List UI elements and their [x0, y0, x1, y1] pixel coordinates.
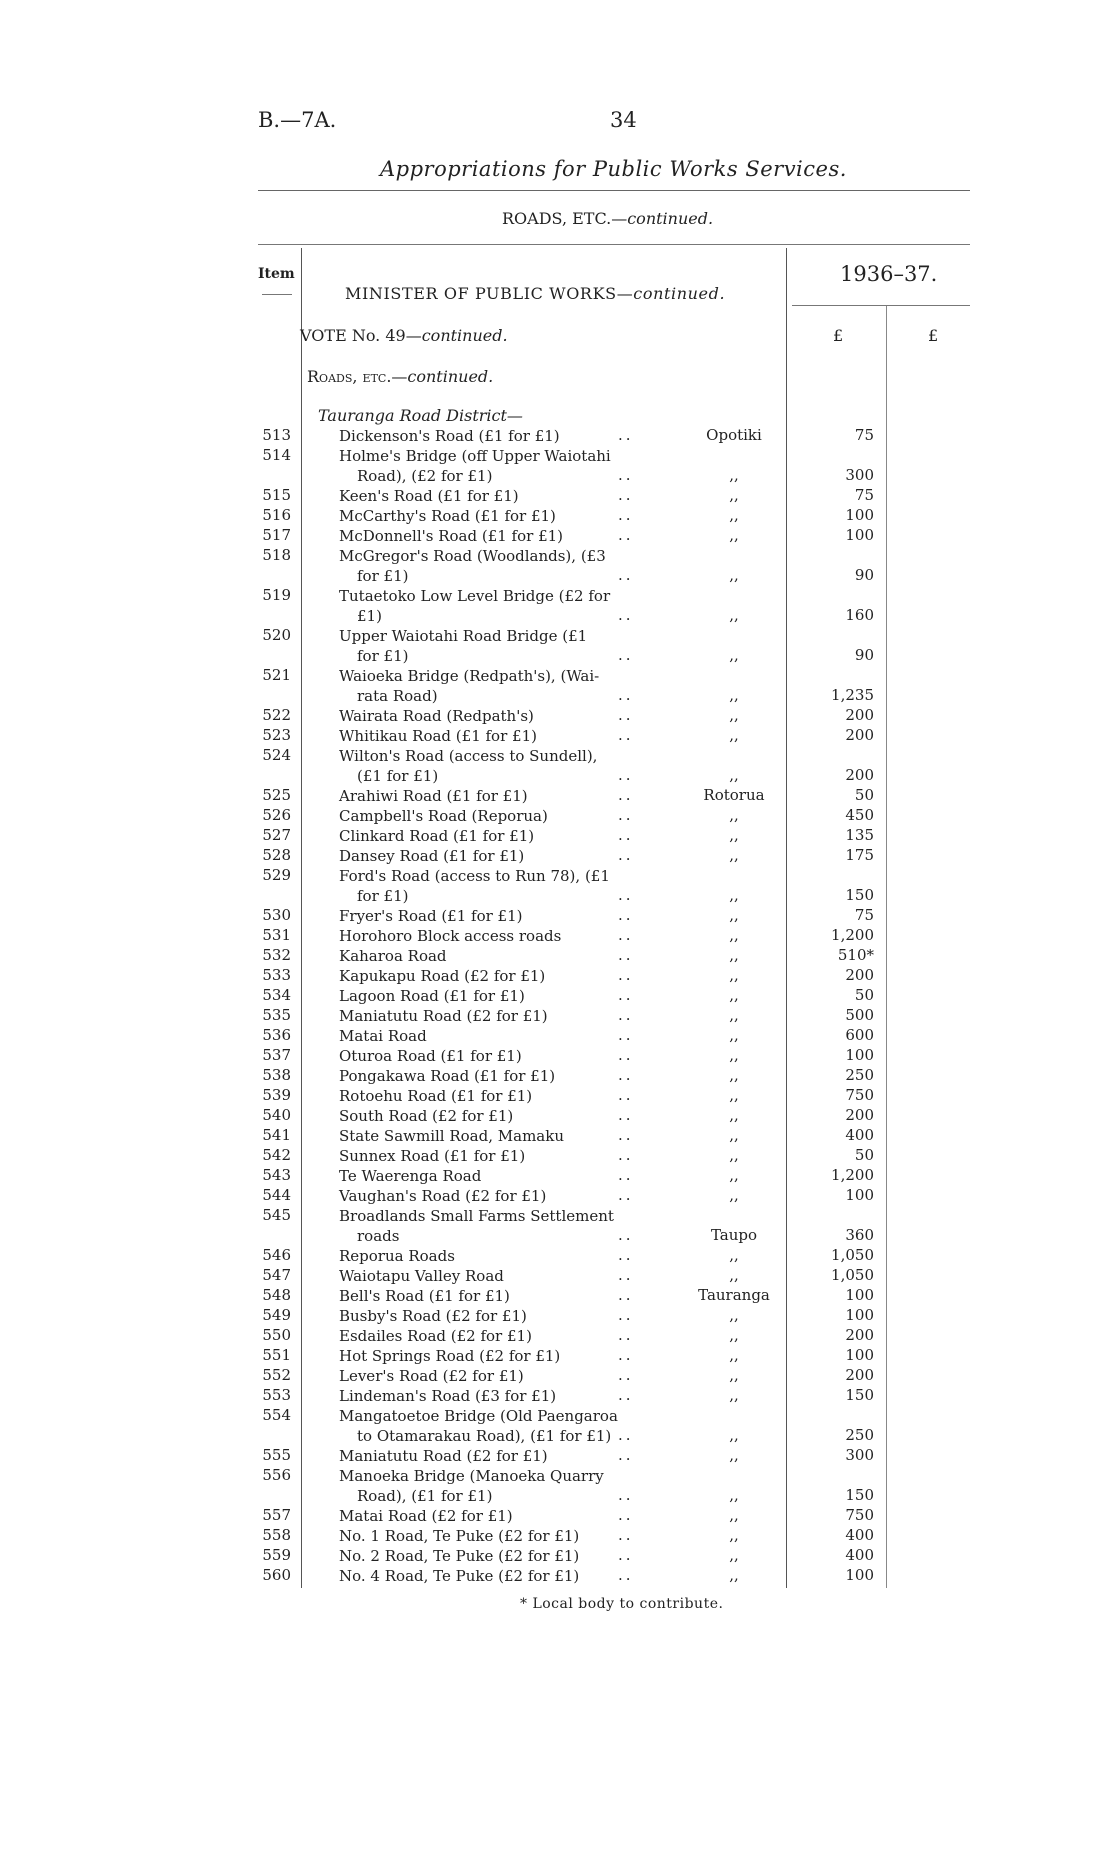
item-description: Arahiwi Road (£1 for £1) — [339, 787, 528, 805]
leader-dots: .. — [618, 1386, 634, 1404]
item-number: 519 — [262, 586, 291, 604]
table-top-rule — [258, 244, 970, 245]
vote-heading-cont: continued. — [421, 326, 508, 345]
item-amount: 400 — [845, 1126, 874, 1144]
item-description: Busby's Road (£2 for £1) — [339, 1307, 527, 1325]
item-number: 554 — [262, 1406, 291, 1424]
item-number: 536 — [262, 1026, 291, 1044]
leader-dots: .. — [618, 1166, 634, 1184]
item-description: Hot Springs Road (£2 for £1) — [339, 1347, 561, 1365]
item-amount: 50 — [854, 986, 874, 1004]
item-location: Tauranga — [698, 1286, 770, 1304]
item-description: Mangatoetoe Bridge (Old Paengaroa — [339, 1407, 618, 1425]
item-description: for £1) — [357, 887, 409, 905]
item-number: 559 — [262, 1546, 291, 1564]
item-location: ,, — [729, 986, 739, 1004]
item-location: ,, — [729, 1126, 739, 1144]
item-number: 525 — [262, 786, 291, 804]
item-amount: 450 — [845, 806, 874, 824]
leader-dots: .. — [618, 1486, 634, 1504]
item-location: ,, — [729, 1006, 739, 1024]
ministry-heading — [345, 284, 725, 303]
leader-dots: .. — [618, 1286, 634, 1304]
item-description: Reporua Roads — [339, 1247, 455, 1265]
item-description: Pongakawa Road (£1 for £1) — [339, 1067, 556, 1085]
item-location: ,, — [729, 566, 739, 584]
leader-dots: .. — [618, 1326, 634, 1344]
item-location: ,, — [729, 1026, 739, 1044]
item-description: Keen's Road (£1 for £1) — [339, 487, 519, 505]
item-number: 556 — [262, 1466, 291, 1484]
leader-dots: .. — [618, 706, 634, 724]
leader-dots: .. — [618, 846, 634, 864]
item-number: 534 — [262, 986, 291, 1004]
page-title: Appropriations for Public Works Services. — [380, 157, 847, 181]
footnote: * Local body to contribute. — [520, 1596, 724, 1612]
item-amount: 100 — [845, 526, 874, 544]
currency-symbol-amount: £ — [833, 326, 844, 345]
item-amount: 75 — [854, 906, 874, 924]
item-location: ,, — [729, 1246, 739, 1264]
item-location: ,, — [729, 466, 739, 484]
item-description: Matai Road (£2 for £1) — [339, 1507, 513, 1525]
item-location: ,, — [729, 1546, 739, 1564]
item-amount: 200 — [845, 766, 874, 784]
item-number: 523 — [262, 726, 291, 744]
leader-dots: .. — [618, 1126, 634, 1144]
item-location: Opotiki — [706, 426, 762, 444]
item-description: Road), (£2 for £1) — [357, 467, 493, 485]
item-number: 545 — [262, 1206, 291, 1224]
item-number: 529 — [262, 866, 291, 884]
leader-dots: .. — [618, 1146, 634, 1164]
item-location: ,, — [729, 1346, 739, 1364]
item-number: 540 — [262, 1106, 291, 1124]
leader-dots: .. — [618, 986, 634, 1004]
item-amount: 1,050 — [831, 1266, 874, 1284]
item-amount: 50 — [854, 786, 874, 804]
leader-dots: .. — [618, 506, 634, 524]
item-location: ,, — [729, 686, 739, 704]
leader-dots: .. — [618, 1346, 634, 1364]
column-divider-item — [301, 248, 302, 1588]
item-amount: 600 — [845, 1026, 874, 1044]
item-location: ,, — [729, 1306, 739, 1324]
item-number: 528 — [262, 846, 291, 864]
item-amount: 750 — [845, 1086, 874, 1104]
item-location: ,, — [729, 606, 739, 624]
item-number: 524 — [262, 746, 291, 764]
item-description: Wilton's Road (access to Sundell), — [339, 747, 598, 765]
section-heading-main: ROADS, ETC.— — [502, 209, 628, 228]
leader-dots: .. — [618, 1086, 634, 1104]
item-location: Taupo — [710, 1226, 758, 1244]
item-description: Holme's Bridge (off Upper Waiotahi — [339, 447, 611, 465]
item-location: ,, — [729, 1266, 739, 1284]
item-number: 553 — [262, 1386, 291, 1404]
item-number: 555 — [262, 1446, 291, 1464]
item-amount: 100 — [845, 1566, 874, 1584]
item-amount: 100 — [845, 1046, 874, 1064]
item-description: £1) — [357, 607, 382, 625]
leader-dots: .. — [618, 646, 634, 664]
leader-dots: .. — [618, 1186, 634, 1204]
item-amount: 150 — [845, 1486, 874, 1504]
leader-dots: .. — [618, 886, 634, 904]
leader-dots: .. — [618, 1066, 634, 1084]
item-number: 532 — [262, 946, 291, 964]
item-number: 547 — [262, 1266, 291, 1284]
item-location: ,, — [729, 1326, 739, 1344]
item-amount: 75 — [854, 486, 874, 504]
leader-dots: .. — [618, 766, 634, 784]
item-description: Upper Waiotahi Road Bridge (£1 — [339, 627, 588, 645]
leader-dots: .. — [618, 1246, 634, 1264]
leader-dots: .. — [618, 526, 634, 544]
ministry-heading-cont: continued. — [633, 284, 726, 303]
item-description: to Otamarakau Road), (£1 for £1) — [357, 1427, 612, 1445]
item-number: 550 — [262, 1326, 291, 1344]
item-amount: 1,235 — [831, 686, 874, 704]
item-description: for £1) — [357, 647, 409, 665]
item-number: 542 — [262, 1146, 291, 1164]
item-location: ,, — [729, 1566, 739, 1584]
leader-dots: .. — [618, 826, 634, 844]
item-number: 518 — [262, 546, 291, 564]
item-number: 537 — [262, 1046, 291, 1064]
item-location: ,, — [729, 486, 739, 504]
item-number: 521 — [262, 666, 291, 684]
item-header-rule — [262, 294, 292, 295]
item-amount: 200 — [845, 1106, 874, 1124]
item-description: No. 4 Road, Te Puke (£2 for £1) — [339, 1567, 580, 1585]
item-location: ,, — [729, 946, 739, 964]
item-location: ,, — [729, 966, 739, 984]
item-amount: 750 — [845, 1506, 874, 1524]
leader-dots: .. — [618, 1226, 634, 1244]
year-header-rule — [792, 305, 970, 306]
item-amount: 200 — [845, 1366, 874, 1384]
leader-dots: .. — [618, 1046, 634, 1064]
item-description: Lever's Road (£2 for £1) — [339, 1367, 524, 1385]
item-amount: 360 — [845, 1226, 874, 1244]
item-description: South Road (£2 for £1) — [339, 1107, 514, 1125]
item-number: 530 — [262, 906, 291, 924]
item-location: ,, — [729, 1446, 739, 1464]
item-location: ,, — [729, 886, 739, 904]
item-description: No. 2 Road, Te Puke (£2 for £1) — [339, 1547, 580, 1565]
leader-dots: .. — [618, 966, 634, 984]
item-amount: 200 — [845, 966, 874, 984]
item-location: ,, — [729, 826, 739, 844]
item-location: ,, — [729, 1366, 739, 1384]
item-description: Bell's Road (£1 for £1) — [339, 1287, 510, 1305]
item-number: 513 — [262, 426, 291, 444]
item-number: 527 — [262, 826, 291, 844]
item-number: 544 — [262, 1186, 291, 1204]
item-description: (£1 for £1) — [357, 767, 439, 785]
currency-symbol-total: £ — [928, 326, 939, 345]
ministry-heading-main: MINISTER OF PUBLIC WORKS— — [345, 284, 634, 303]
item-description: Ford's Road (access to Run 78), (£1 — [339, 867, 610, 885]
item-amount: 75 — [854, 426, 874, 444]
item-amount: 90 — [854, 646, 874, 664]
item-amount: 135 — [845, 826, 874, 844]
item-location: ,, — [729, 1166, 739, 1184]
item-number: 526 — [262, 806, 291, 824]
item-location: ,, — [729, 1486, 739, 1504]
item-location: ,, — [729, 906, 739, 924]
item-number: 514 — [262, 446, 291, 464]
item-number: 552 — [262, 1366, 291, 1384]
leader-dots: .. — [618, 1546, 634, 1564]
item-number: 557 — [262, 1506, 291, 1524]
item-amount: 200 — [845, 706, 874, 724]
item-location: ,, — [729, 706, 739, 724]
item-description: Fryer's Road (£1 for £1) — [339, 907, 523, 925]
item-amount: 1,200 — [831, 926, 874, 944]
item-amount: 100 — [845, 1306, 874, 1324]
section-heading-cont: continued. — [627, 209, 714, 228]
item-location: ,, — [729, 766, 739, 784]
item-description: Dickenson's Road (£1 for £1) — [339, 427, 560, 445]
item-description: for £1) — [357, 567, 409, 585]
item-number: 541 — [262, 1126, 291, 1144]
item-amount: 100 — [845, 1286, 874, 1304]
item-description: Tutaetoko Low Level Bridge (£2 for — [339, 587, 611, 605]
financial-year: 1936–37. — [840, 262, 938, 286]
roads-subheading-cont: continued. — [407, 367, 494, 386]
item-description: Rotoehu Road (£1 for £1) — [339, 1087, 533, 1105]
item-number: 517 — [262, 526, 291, 544]
leader-dots: .. — [618, 906, 634, 924]
item-description: Campbell's Road (Reporua) — [339, 807, 548, 825]
item-description: Matai Road — [339, 1027, 427, 1045]
item-location: ,, — [729, 926, 739, 944]
item-location: ,, — [729, 1506, 739, 1524]
item-description: Esdailes Road (£2 for £1) — [339, 1327, 532, 1345]
item-amount: 300 — [845, 1446, 874, 1464]
leader-dots: .. — [618, 466, 634, 484]
item-amount: 500 — [845, 1006, 874, 1024]
item-description: Kaharoa Road — [339, 947, 447, 965]
leader-dots: .. — [618, 1266, 634, 1284]
item-location: ,, — [729, 806, 739, 824]
leader-dots: .. — [618, 486, 634, 504]
item-description: Waiotapu Valley Road — [339, 1267, 504, 1285]
item-description: Broadlands Small Farms Settlement — [339, 1207, 614, 1225]
item-number: 549 — [262, 1306, 291, 1324]
leader-dots: .. — [618, 606, 634, 624]
item-number: 551 — [262, 1346, 291, 1364]
item-description: Wairata Road (Redpath's) — [339, 707, 534, 725]
item-number: 543 — [262, 1166, 291, 1184]
item-location: ,, — [729, 1066, 739, 1084]
item-amount: 90 — [854, 566, 874, 584]
item-amount: 400 — [845, 1526, 874, 1544]
item-amount: 200 — [845, 1326, 874, 1344]
item-description: State Sawmill Road, Mamaku — [339, 1127, 564, 1145]
item-description: Lagoon Road (£1 for £1) — [339, 987, 525, 1005]
item-number: 535 — [262, 1006, 291, 1024]
item-number: 520 — [262, 626, 291, 644]
vote-heading-main: VOTE No. 49— — [300, 326, 422, 345]
item-location: ,, — [729, 526, 739, 544]
item-description: Vaughan's Road (£2 for £1) — [339, 1187, 547, 1205]
item-number: 531 — [262, 926, 291, 944]
item-number: 516 — [262, 506, 291, 524]
item-amount: 1,050 — [831, 1246, 874, 1264]
item-amount: 50 — [854, 1146, 874, 1164]
vote-heading — [300, 326, 508, 345]
leader-dots: .. — [618, 926, 634, 944]
item-location: ,, — [729, 1046, 739, 1064]
item-location: ,, — [729, 1386, 739, 1404]
item-number: 533 — [262, 966, 291, 984]
item-number: 548 — [262, 1286, 291, 1304]
item-number: 538 — [262, 1066, 291, 1084]
item-amount: 100 — [845, 1186, 874, 1204]
leader-dots: .. — [618, 686, 634, 704]
item-amount: 150 — [845, 1386, 874, 1404]
item-description: Sunnex Road (£1 for £1) — [339, 1147, 526, 1165]
item-amount: 150 — [845, 886, 874, 904]
item-location: ,, — [729, 1106, 739, 1124]
item-number: 515 — [262, 486, 291, 504]
leader-dots: .. — [618, 786, 634, 804]
leader-dots: .. — [618, 1446, 634, 1464]
item-location: ,, — [729, 1426, 739, 1444]
item-description: rata Road) — [357, 687, 438, 705]
title-rule — [258, 190, 970, 191]
item-location: ,, — [729, 1146, 739, 1164]
leader-dots: .. — [618, 1566, 634, 1584]
item-description: Te Waerenga Road — [339, 1167, 482, 1185]
leader-dots: .. — [618, 1366, 634, 1384]
item-description: Road), (£1 for £1) — [357, 1487, 493, 1505]
item-description: Manoeka Bridge (Manoeka Quarry — [339, 1467, 604, 1485]
item-description: McCarthy's Road (£1 for £1) — [339, 507, 556, 525]
leader-dots: .. — [618, 426, 634, 444]
item-description: Maniatutu Road (£2 for £1) — [339, 1447, 548, 1465]
item-location: ,, — [729, 1526, 739, 1544]
item-amount: 200 — [845, 726, 874, 744]
item-amount: 400 — [845, 1546, 874, 1564]
item-location: ,, — [729, 1086, 739, 1104]
item-amount: 1,200 — [831, 1166, 874, 1184]
item-location: ,, — [729, 846, 739, 864]
district-heading: Tauranga Road District— — [318, 406, 523, 425]
item-description: Clinkard Road (£1 for £1) — [339, 827, 535, 845]
item-description: No. 1 Road, Te Puke (£2 for £1) — [339, 1527, 580, 1545]
item-amount: 300 — [845, 466, 874, 484]
item-number: 560 — [262, 1566, 291, 1584]
item-number: 546 — [262, 1246, 291, 1264]
item-description: McGregor's Road (Woodlands), (£3 — [339, 547, 606, 565]
item-description: roads — [357, 1227, 400, 1245]
item-description: Whitikau Road (£1 for £1) — [339, 727, 537, 745]
item-description: Oturoa Road (£1 for £1) — [339, 1047, 522, 1065]
item-description: Lindeman's Road (£3 for £1) — [339, 1387, 557, 1405]
leader-dots: .. — [618, 946, 634, 964]
leader-dots: .. — [618, 1426, 634, 1444]
item-description: Horohoro Block access roads — [339, 927, 562, 945]
item-amount: 160 — [845, 606, 874, 624]
item-number: 558 — [262, 1526, 291, 1544]
leader-dots: .. — [618, 1006, 634, 1024]
item-amount: 100 — [845, 506, 874, 524]
item-description: McDonnell's Road (£1 for £1) — [339, 527, 564, 545]
leader-dots: .. — [618, 806, 634, 824]
roads-subheading — [307, 367, 493, 386]
item-number: 539 — [262, 1086, 291, 1104]
item-number: 522 — [262, 706, 291, 724]
item-location: ,, — [729, 646, 739, 664]
item-location: ,, — [729, 1186, 739, 1204]
page-number: 34 — [610, 108, 637, 132]
leader-dots: .. — [618, 566, 634, 584]
item-location: ,, — [729, 506, 739, 524]
leader-dots: .. — [618, 726, 634, 744]
item-column-header: Item — [258, 266, 295, 282]
item-description: Dansey Road (£1 for £1) — [339, 847, 525, 865]
document-reference: B.—7A. — [258, 108, 337, 132]
item-description: Maniatutu Road (£2 for £1) — [339, 1007, 548, 1025]
leader-dots: .. — [618, 1026, 634, 1044]
column-divider-total — [886, 305, 887, 1588]
leader-dots: .. — [618, 1106, 634, 1124]
item-description: Waioeka Bridge (Redpath's), (Wai- — [339, 667, 600, 685]
item-amount: 510* — [837, 946, 874, 964]
section-heading — [502, 209, 713, 228]
roads-subheading-main: Roads, etc.— — [307, 367, 408, 386]
item-amount: 250 — [845, 1426, 874, 1444]
column-divider-amount — [786, 248, 787, 1588]
item-amount: 100 — [845, 1346, 874, 1364]
item-amount: 250 — [845, 1066, 874, 1084]
item-description: Kapukapu Road (£2 for £1) — [339, 967, 546, 985]
item-location: ,, — [729, 726, 739, 744]
leader-dots: .. — [618, 1306, 634, 1324]
item-location: Rotorua — [703, 786, 765, 804]
leader-dots: .. — [618, 1506, 634, 1524]
leader-dots: .. — [618, 1526, 634, 1544]
item-amount: 175 — [845, 846, 874, 864]
